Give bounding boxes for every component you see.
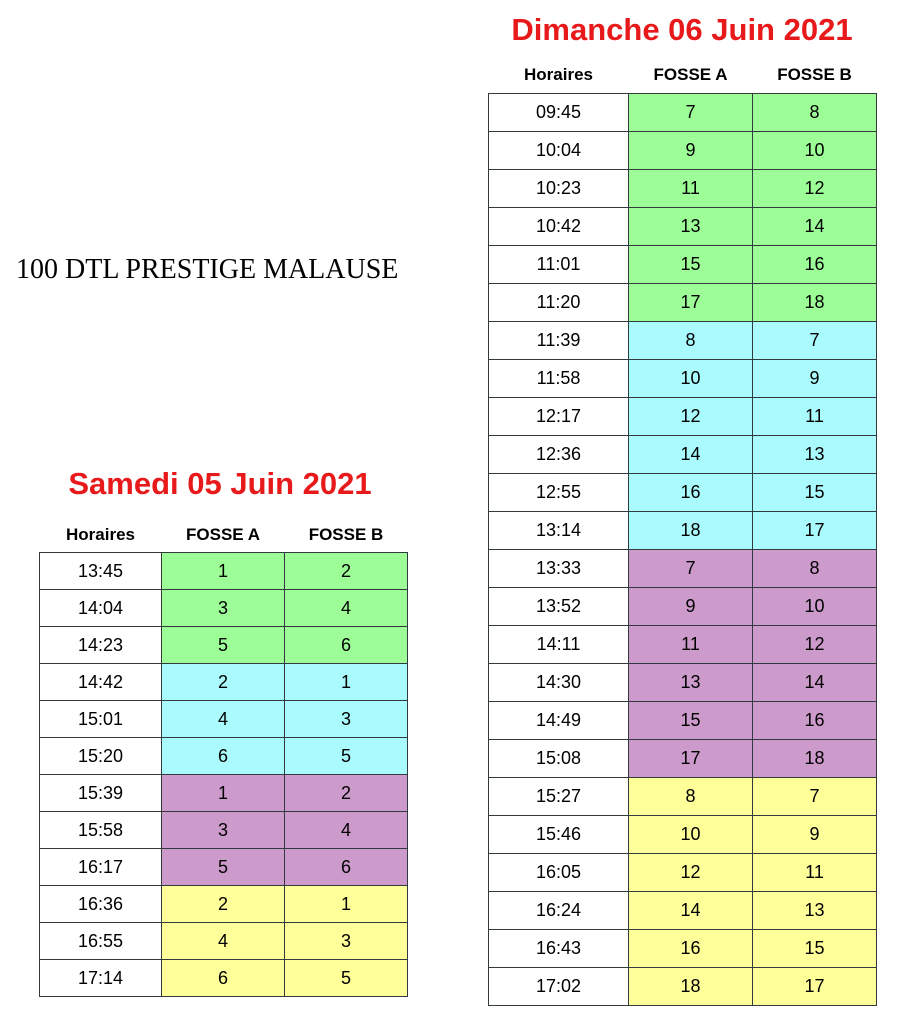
fosse-b-cell: 4 bbox=[285, 590, 408, 627]
fosse-a-cell: 3 bbox=[162, 590, 285, 627]
fosse-b-cell: 18 bbox=[753, 740, 877, 778]
fosse-b-cell: 10 bbox=[753, 588, 877, 626]
table-header-row bbox=[489, 56, 877, 94]
fosse-a-cell: 13 bbox=[629, 664, 753, 702]
table-row bbox=[489, 436, 877, 474]
time-cell: 16:55 bbox=[40, 923, 162, 960]
fosse-a-cell: 9 bbox=[629, 588, 753, 626]
table-row bbox=[40, 701, 408, 738]
table-row bbox=[40, 627, 408, 664]
table-row bbox=[40, 849, 408, 886]
time-cell: 13:14 bbox=[489, 512, 629, 550]
fosse-b-cell: 3 bbox=[285, 701, 408, 738]
table-row bbox=[489, 322, 877, 360]
fosse-a-cell: 8 bbox=[629, 322, 753, 360]
fosse-b-cell: 15 bbox=[753, 474, 877, 512]
table-row bbox=[489, 550, 877, 588]
table-row bbox=[489, 930, 877, 968]
fosse-a-cell: 17 bbox=[629, 284, 753, 322]
fosse-b-cell: 2 bbox=[285, 775, 408, 812]
fosse-a-cell: 11 bbox=[629, 170, 753, 208]
time-cell: 17:02 bbox=[489, 968, 629, 1006]
time-cell: 11:20 bbox=[489, 284, 629, 322]
table-row bbox=[489, 246, 877, 284]
fosse-b-cell: 17 bbox=[753, 512, 877, 550]
fosse-a-cell: 8 bbox=[629, 778, 753, 816]
saturday-title: Samedi 05 Juin 2021 bbox=[68, 466, 372, 501]
time-cell: 13:33 bbox=[489, 550, 629, 588]
time-cell: 13:45 bbox=[40, 553, 162, 590]
fosse-b-cell: 8 bbox=[753, 550, 877, 588]
time-cell: 10:23 bbox=[489, 170, 629, 208]
time-cell: 12:36 bbox=[489, 436, 629, 474]
fosse-a-cell: 7 bbox=[629, 550, 753, 588]
fosse-a-cell: 4 bbox=[162, 701, 285, 738]
fosse-a-cell: 11 bbox=[629, 626, 753, 664]
sunday-schedule-table bbox=[488, 56, 877, 1006]
fosse-b-cell: 18 bbox=[753, 284, 877, 322]
time-cell: 15:01 bbox=[40, 701, 162, 738]
header-fosse-a: FOSSE A bbox=[653, 64, 728, 84]
fosse-b-cell: 11 bbox=[753, 854, 877, 892]
table-row bbox=[489, 474, 877, 512]
time-cell: 15:08 bbox=[489, 740, 629, 778]
fosse-a-cell: 10 bbox=[629, 360, 753, 398]
table-row bbox=[489, 854, 877, 892]
fosse-b-cell: 11 bbox=[753, 398, 877, 436]
fosse-b-cell: 12 bbox=[753, 170, 877, 208]
table-row bbox=[40, 775, 408, 812]
fosse-b-cell: 6 bbox=[285, 849, 408, 886]
table-row bbox=[489, 778, 877, 816]
table-row bbox=[489, 664, 877, 702]
header-fosse-b: FOSSE B bbox=[308, 525, 384, 544]
table-row bbox=[40, 923, 408, 960]
event-title: 100 DTL PRESTIGE MALAUSE bbox=[16, 254, 399, 285]
fosse-b-cell: 9 bbox=[753, 816, 877, 854]
fosse-a-cell: 18 bbox=[629, 512, 753, 550]
time-cell: 12:55 bbox=[489, 474, 629, 512]
fosse-a-cell: 13 bbox=[629, 208, 753, 246]
time-cell: 14:11 bbox=[489, 626, 629, 664]
header-horaires: Horaires bbox=[524, 64, 593, 84]
fosse-a-cell: 15 bbox=[629, 246, 753, 284]
fosse-b-cell: 5 bbox=[285, 738, 408, 775]
time-cell: 10:42 bbox=[489, 208, 629, 246]
fosse-b-cell: 17 bbox=[753, 968, 877, 1006]
fosse-a-cell: 12 bbox=[629, 398, 753, 436]
fosse-b-cell: 7 bbox=[753, 322, 877, 360]
fosse-a-cell: 6 bbox=[162, 738, 285, 775]
time-cell: 15:20 bbox=[40, 738, 162, 775]
fosse-b-cell: 5 bbox=[285, 960, 408, 997]
time-cell: 15:27 bbox=[489, 778, 629, 816]
table-row bbox=[40, 590, 408, 627]
fosse-b-cell: 16 bbox=[753, 702, 877, 740]
time-cell: 14:30 bbox=[489, 664, 629, 702]
time-cell: 11:58 bbox=[489, 360, 629, 398]
fosse-a-cell: 12 bbox=[629, 854, 753, 892]
fosse-b-cell: 7 bbox=[753, 778, 877, 816]
time-cell: 14:23 bbox=[40, 627, 162, 664]
table-row bbox=[489, 398, 877, 436]
time-cell: 10:04 bbox=[489, 132, 629, 170]
sunday-title: Dimanche 06 Juin 2021 bbox=[511, 12, 853, 47]
time-cell: 14:04 bbox=[40, 590, 162, 627]
fosse-a-cell: 16 bbox=[629, 474, 753, 512]
fosse-b-cell: 13 bbox=[753, 436, 877, 474]
fosse-b-cell: 13 bbox=[753, 892, 877, 930]
time-cell: 14:49 bbox=[489, 702, 629, 740]
table-row bbox=[489, 94, 877, 132]
saturday-schedule-table bbox=[39, 518, 408, 997]
table-row bbox=[489, 740, 877, 778]
time-cell: 16:36 bbox=[40, 886, 162, 923]
table-row bbox=[489, 512, 877, 550]
saturday-table-body bbox=[40, 553, 408, 997]
time-cell: 17:14 bbox=[40, 960, 162, 997]
header-fosse-a: FOSSE A bbox=[186, 525, 260, 544]
table-row bbox=[489, 702, 877, 740]
fosse-a-cell: 6 bbox=[162, 960, 285, 997]
fosse-a-cell: 1 bbox=[162, 775, 285, 812]
fosse-a-cell: 1 bbox=[162, 553, 285, 590]
time-cell: 16:24 bbox=[489, 892, 629, 930]
fosse-a-cell: 4 bbox=[162, 923, 285, 960]
fosse-a-cell: 14 bbox=[629, 892, 753, 930]
fosse-b-cell: 6 bbox=[285, 627, 408, 664]
header-horaires: Horaires bbox=[66, 525, 135, 544]
fosse-a-cell: 10 bbox=[629, 816, 753, 854]
fosse-a-cell: 17 bbox=[629, 740, 753, 778]
fosse-a-cell: 16 bbox=[629, 930, 753, 968]
time-cell: 14:42 bbox=[40, 664, 162, 701]
table-row bbox=[40, 664, 408, 701]
time-cell: 15:39 bbox=[40, 775, 162, 812]
fosse-b-cell: 14 bbox=[753, 208, 877, 246]
time-cell: 15:46 bbox=[489, 816, 629, 854]
time-cell: 11:01 bbox=[489, 246, 629, 284]
fosse-b-cell: 8 bbox=[753, 94, 877, 132]
time-cell: 13:52 bbox=[489, 588, 629, 626]
fosse-a-cell: 3 bbox=[162, 812, 285, 849]
table-row bbox=[40, 960, 408, 997]
table-row bbox=[489, 170, 877, 208]
table-row bbox=[489, 284, 877, 322]
table-row bbox=[489, 208, 877, 246]
fosse-a-cell: 14 bbox=[629, 436, 753, 474]
fosse-a-cell: 2 bbox=[162, 664, 285, 701]
time-cell: 16:17 bbox=[40, 849, 162, 886]
table-row bbox=[489, 816, 877, 854]
fosse-b-cell: 12 bbox=[753, 626, 877, 664]
table-header-row bbox=[40, 518, 408, 553]
fosse-b-cell: 4 bbox=[285, 812, 408, 849]
fosse-a-cell: 18 bbox=[629, 968, 753, 1006]
table-row bbox=[40, 812, 408, 849]
fosse-b-cell: 1 bbox=[285, 886, 408, 923]
table-row bbox=[40, 553, 408, 590]
time-cell: 15:58 bbox=[40, 812, 162, 849]
fosse-b-cell: 3 bbox=[285, 923, 408, 960]
table-row bbox=[489, 968, 877, 1006]
fosse-a-cell: 15 bbox=[629, 702, 753, 740]
table-row bbox=[489, 132, 877, 170]
time-cell: 16:05 bbox=[489, 854, 629, 892]
fosse-a-cell: 2 bbox=[162, 886, 285, 923]
fosse-b-cell: 16 bbox=[753, 246, 877, 284]
header-fosse-b: FOSSE B bbox=[777, 64, 852, 84]
fosse-b-cell: 10 bbox=[753, 132, 877, 170]
table-row bbox=[489, 588, 877, 626]
table-row bbox=[489, 360, 877, 398]
sunday-table-body bbox=[489, 94, 877, 1006]
time-cell: 11:39 bbox=[489, 322, 629, 360]
fosse-b-cell: 15 bbox=[753, 930, 877, 968]
time-cell: 16:43 bbox=[489, 930, 629, 968]
fosse-b-cell: 1 bbox=[285, 664, 408, 701]
fosse-b-cell: 9 bbox=[753, 360, 877, 398]
table-row bbox=[40, 886, 408, 923]
table-row bbox=[489, 626, 877, 664]
fosse-b-cell: 2 bbox=[285, 553, 408, 590]
fosse-a-cell: 5 bbox=[162, 849, 285, 886]
fosse-a-cell: 7 bbox=[629, 94, 753, 132]
time-cell: 12:17 bbox=[489, 398, 629, 436]
fosse-a-cell: 5 bbox=[162, 627, 285, 664]
fosse-b-cell: 14 bbox=[753, 664, 877, 702]
fosse-a-cell: 9 bbox=[629, 132, 753, 170]
time-cell: 09:45 bbox=[489, 94, 629, 132]
table-row bbox=[489, 892, 877, 930]
table-row bbox=[40, 738, 408, 775]
